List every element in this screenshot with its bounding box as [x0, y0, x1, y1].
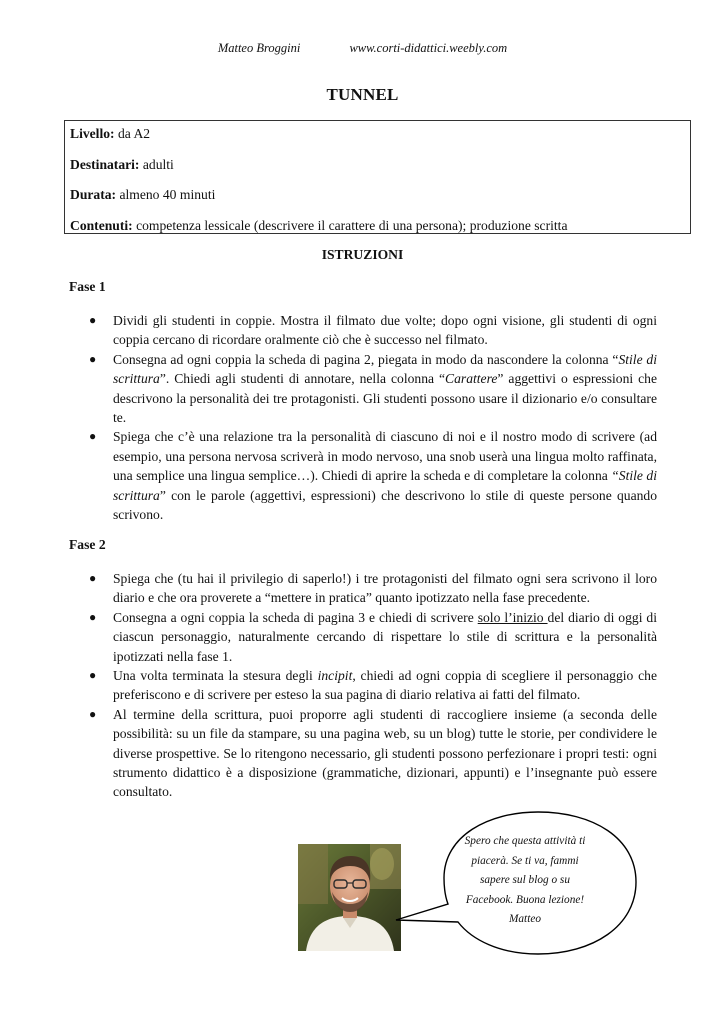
info-contenuti: Contenuti: competenza lessicale (descrivere il carattere di una persona); produzione scritta [70, 217, 568, 233]
phase-2-heading: Fase 2 [69, 537, 106, 552]
list-item: ● Una volta terminata la stesura degli incipit, chiedi ad ogni coppia di scegliere il personaggio che preferiscono e di scrivere per esteso la sua pagina di diario relativa ai fatti del filmato. [89, 668, 657, 703]
info-durata: Durata: almeno 40 minuti [70, 187, 216, 202]
phase-1-heading: Fase 1 [69, 279, 106, 294]
header-author: Matteo Broggini [217, 41, 301, 55]
info-destinatari: Destinatari: adulti [70, 156, 174, 172]
bullet-icon: ● [89, 706, 97, 721]
list-item: ● Consegna ad ogni coppia la scheda di pagina 2, piegata in modo da nascondere la colonna “Stile di scrittura”. Chiedi agli studenti di annotare, nella colonna “Carattere” aggettivi o espressioni che descrivono la personalità dei tre protagonisti. Gli studenti possono usare il dizionario e/o consultare te. [89, 351, 658, 426]
header-website: www.corti-didattici.weebly.com [349, 41, 508, 55]
list-item: ● Spiega che c’è una relazione tra la personalità di ciascuno di noi e il nostro modo di scrivere (ad esempio, una persona nervosa scriverà in modo nervoso, una snob userà una lingua molto raffinata, una semplice una lingua semplice…). Chiedi di aprire la scheda e di completare la colonna “Stile di scrittura” con le parole (aggettivi, espressioni) che descrivono lo stile di queste persone quando scrivono. [89, 429, 657, 523]
list-item: ● Consegna a ogni coppia la scheda di pagina 3 e chiedi di scrivere solo l’inizio del diario di oggi di ciascun personaggio, naturalmente cercando di rispettare lo stile di scrittura e la personalità ipotizzati nella fase 1. [89, 609, 657, 664]
bullet-icon: ● [89, 609, 97, 624]
list-item: ● Dividi gli studenti in coppie. Mostra il filmato due volte; dopo ogni visione, gli studenti di ogni coppia cercano di ricordare oralmente ciò che è successo nel filmato. [89, 313, 657, 348]
author-photo [298, 844, 401, 951]
bullet-icon: ● [89, 429, 97, 444]
list-item: ● Spiega che (tu hai il privilegio di saperlo!) i tre protagonisti del filmato ogni sera scrivono il loro diario e che ora proverete a “mettere in pratica” quanto ipotizzato nella fase precedente. [89, 571, 657, 606]
page-header [0, 41, 725, 56]
phase-1-list [69, 311, 657, 524]
phase-2-list [69, 569, 657, 802]
info-livello: Livello: da A2 [70, 126, 151, 141]
bullet-icon: ● [89, 313, 97, 327]
info-box [64, 120, 691, 234]
bullet-icon: ● [89, 571, 97, 585]
section-heading-istruzioni: ISTRUZIONI [321, 247, 404, 262]
bullet-icon: ● [89, 668, 97, 683]
speech-bubble-text: Spero che questa attività ti piacerà. Se ti va, fammi sapere sul blog o su Facebook. Buona lezione! Matteo [464, 835, 586, 925]
bullet-icon: ● [89, 351, 97, 366]
list-item: ● Al termine della scrittura, puoi proporre agli studenti di raccogliere insieme (a seconda delle possibilità: su un file da stampare, su una pagina web, su un blog) tutte le storie, per condividere le diverse prospettive. Se lo ritengono necessario, gli studenti possono perfezionare i propri testi: ogni strumento didattico è a disposizione (grammatiche, dizionari, appunti) e l’insegnante può essere consultato. [89, 706, 657, 800]
document-title: TUNNEL [326, 85, 399, 104]
